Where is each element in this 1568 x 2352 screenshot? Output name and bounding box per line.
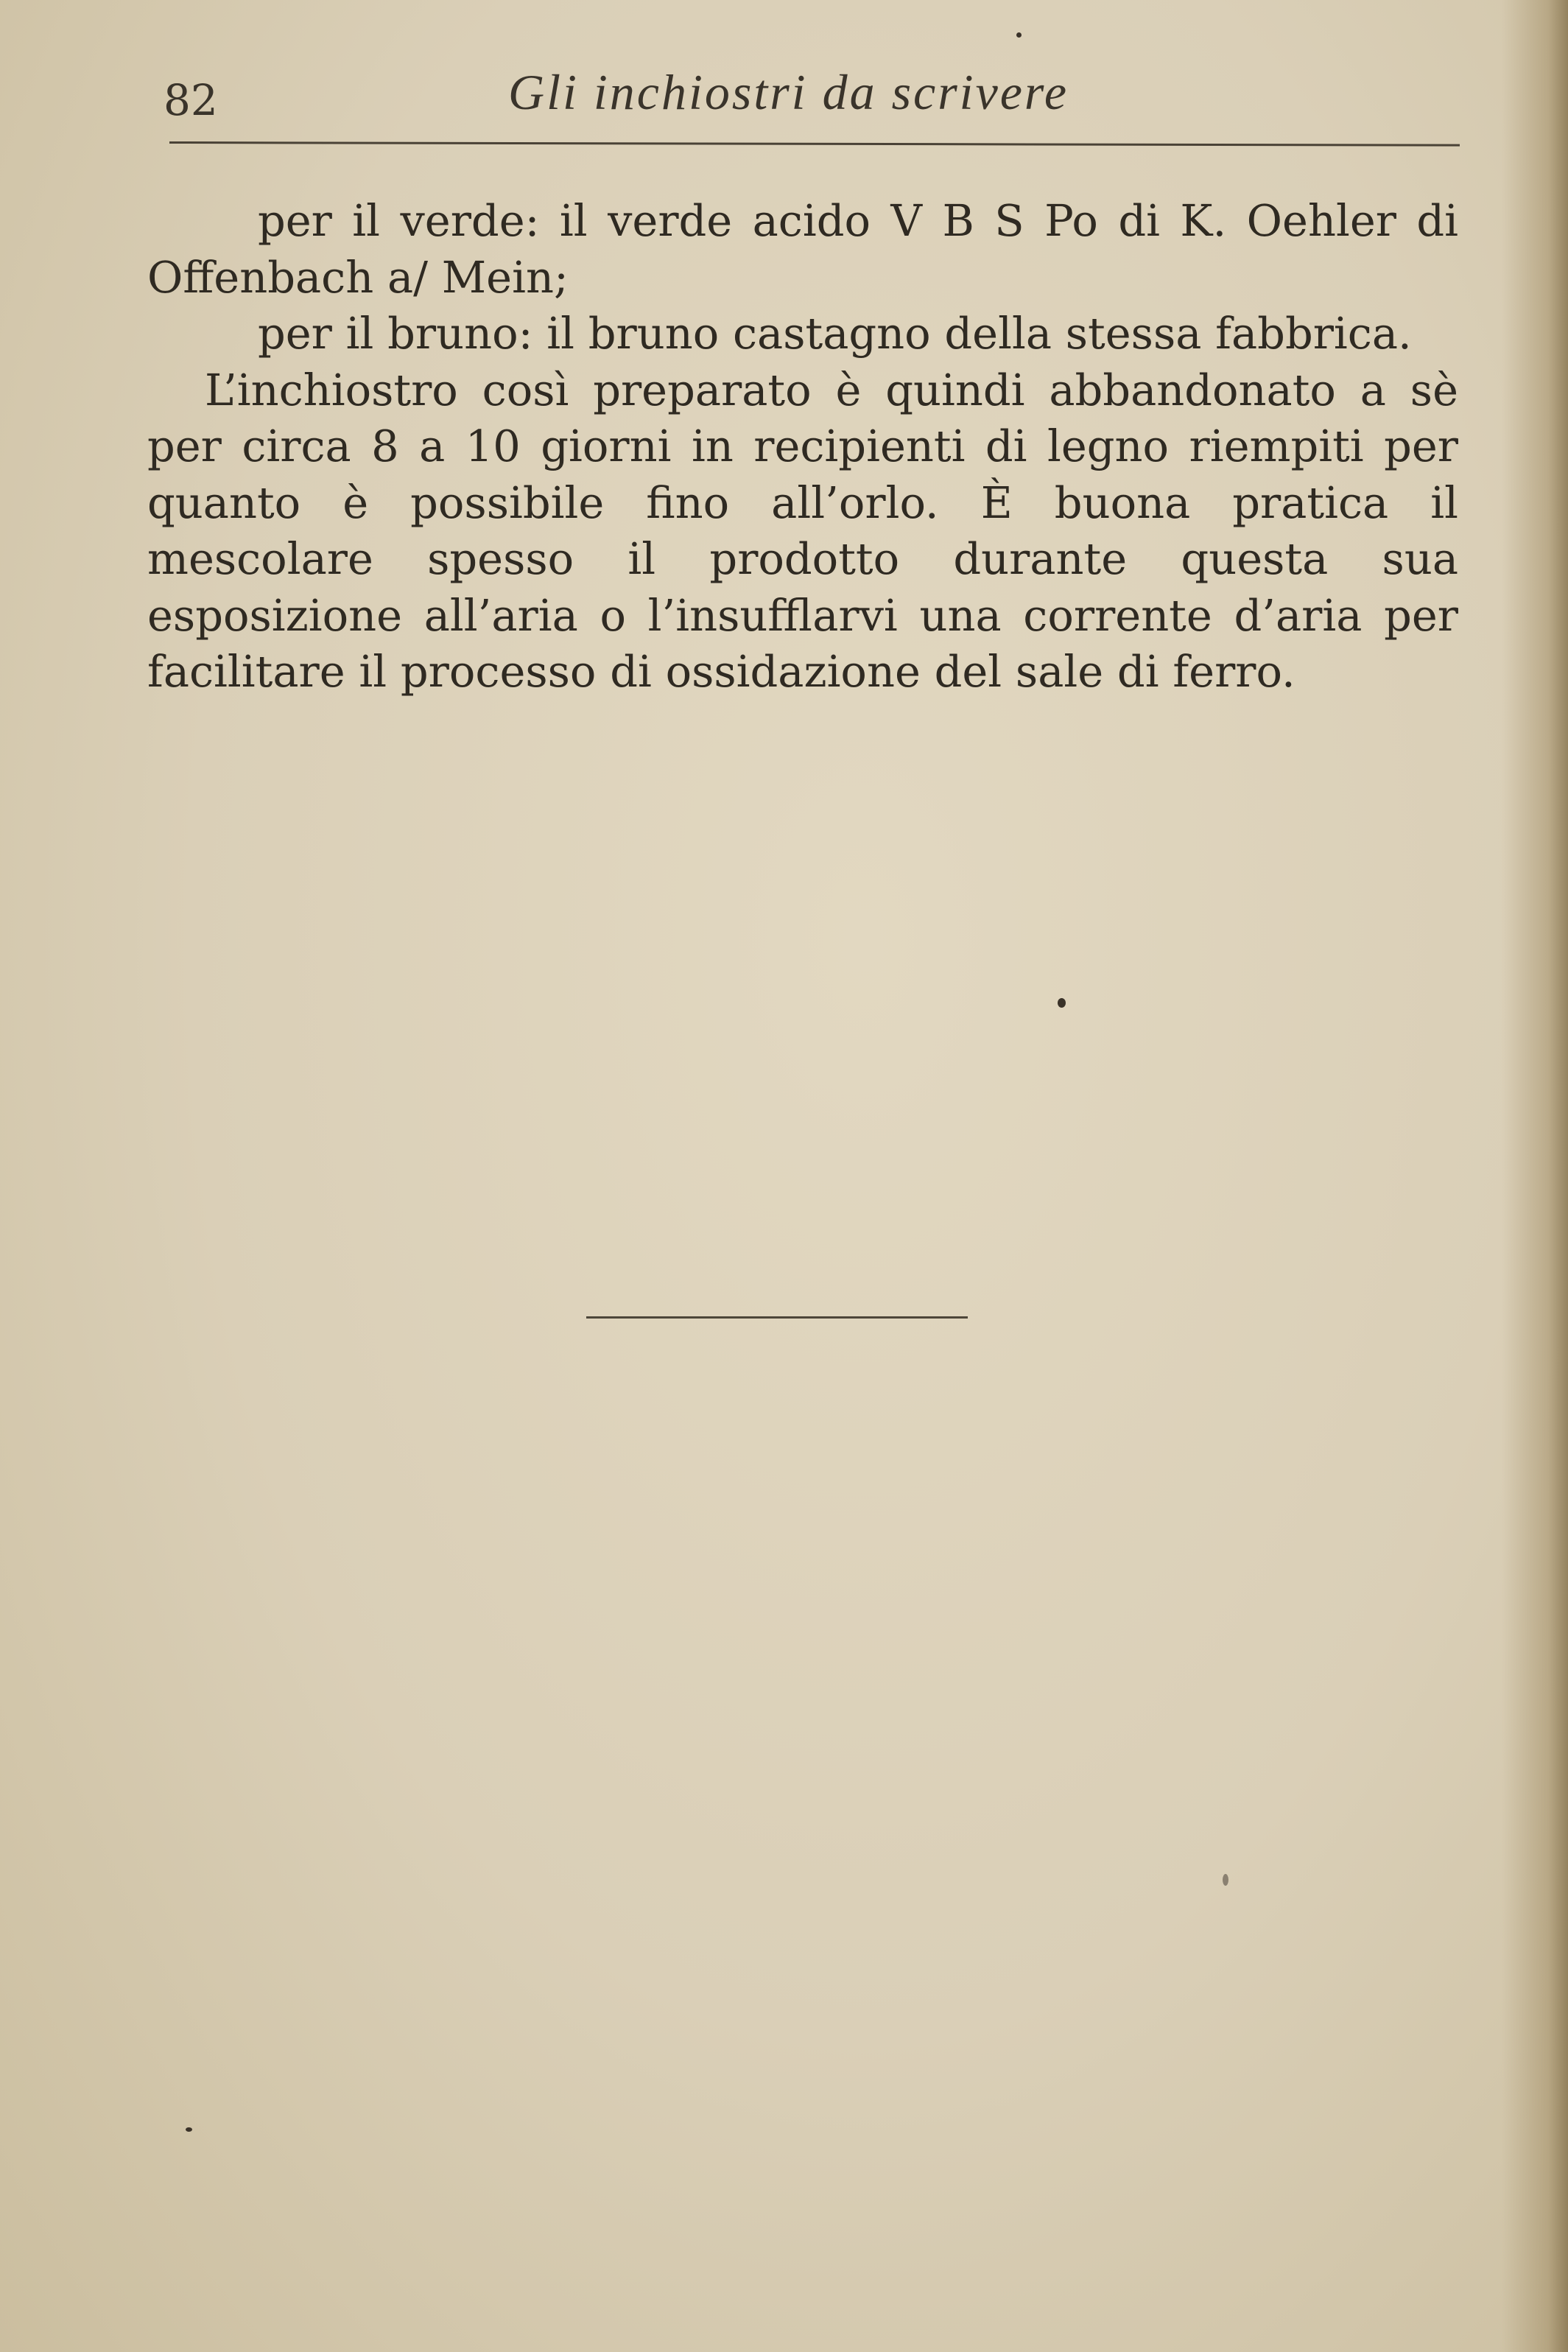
paragraph-inchiostro: L’inchiostro così preparato è quindi abbandonato a sè per circa 8 a 10 giorni in recipienti di legno riempiti per quanto è possibile fino all’orlo. È buona pratica il mescolare spesso il prodotto durante questa sua esposizione all’aria o l’insufflarvi una corrente d’aria per facilitare il processo di ossidazione del sale di ferro. bbox=[147, 364, 1458, 697]
ink-speck bbox=[1223, 1874, 1228, 1886]
ink-speck bbox=[1058, 998, 1066, 1008]
page-edge-shadow bbox=[1502, 0, 1568, 2352]
paragraph-bruno: per il bruno: il bruno castagno della stessa fabbrica. bbox=[258, 308, 1412, 359]
section-end-rule bbox=[586, 1316, 968, 1319]
ink-speck bbox=[1016, 32, 1022, 38]
header-rule bbox=[169, 141, 1460, 147]
body-text bbox=[147, 193, 1458, 701]
paragraph-verde: per il verde: il verde acido V B S Po di K. Oehler di Offenbach a/ Mein; bbox=[147, 195, 1458, 303]
running-title: Gli inchiostri da scrivere bbox=[508, 64, 1069, 120]
page-number: 82 bbox=[164, 75, 218, 125]
page-header bbox=[162, 59, 1458, 140]
ink-speck bbox=[186, 2127, 192, 2132]
